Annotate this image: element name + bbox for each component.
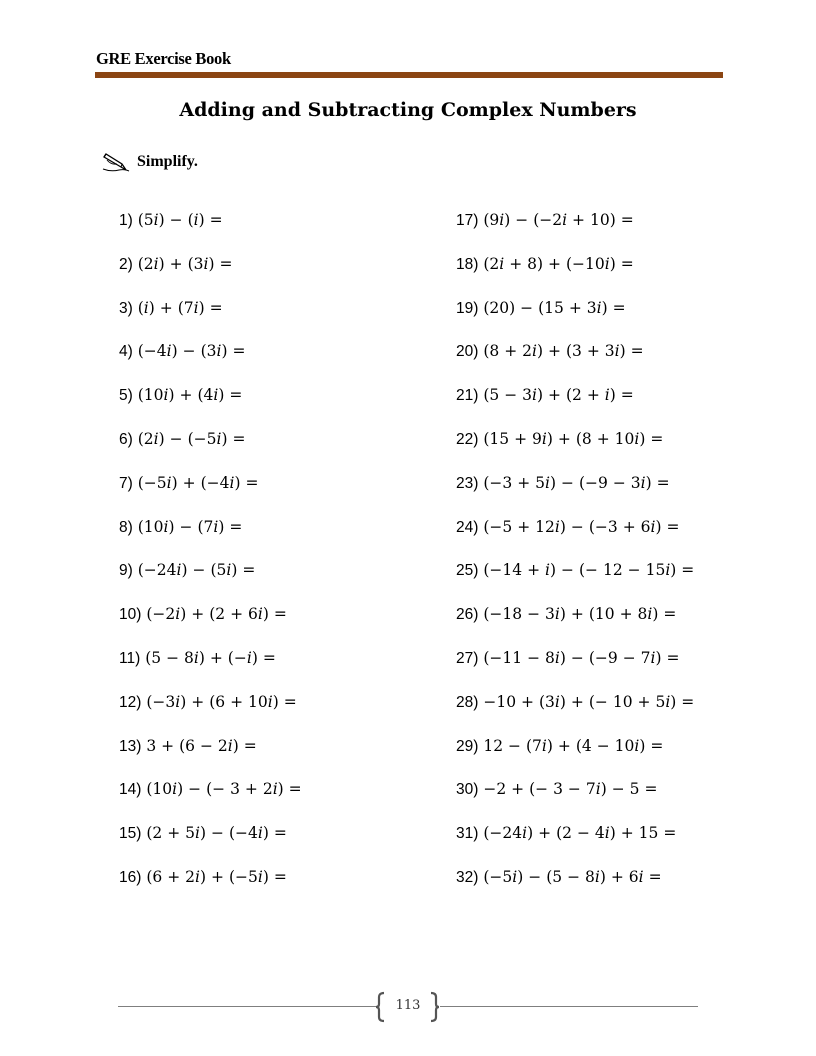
problem-number: 10)	[119, 606, 142, 624]
problem-expression: (20) − (15 + 3i) =	[483, 298, 626, 317]
pencil-icon	[101, 151, 131, 173]
problem-expression: (−11 − 8i) − (−9 − 7i) =	[483, 648, 680, 667]
problem-expression: (5i) − (i) =	[137, 211, 223, 229]
problem-item	[456, 205, 756, 249]
problem-item	[456, 862, 756, 906]
page-title: Adding and Subtracting Complex Numbers	[179, 99, 637, 121]
problem-item	[119, 643, 419, 687]
problem-number: 13)	[119, 737, 142, 755]
problem-expression: (2i) − (−5i) =	[137, 429, 246, 448]
problem-item	[119, 424, 419, 468]
problem-item	[119, 862, 419, 906]
problem-number: 32)	[456, 868, 479, 886]
header-rule	[95, 72, 723, 78]
footer-rule-left	[118, 1006, 376, 1007]
problem-item	[119, 599, 419, 643]
problem-number: 9)	[119, 562, 133, 580]
problem-item	[119, 293, 419, 337]
problem-item	[119, 249, 419, 293]
problem-expression: (2 + 5i) − (−4i) =	[146, 824, 287, 843]
problem-number: 18)	[456, 255, 479, 273]
book-title: GRE Exercise Book	[96, 49, 231, 68]
problem-expression: (5 − 3i) + (2 + i) =	[483, 386, 634, 405]
problem-item	[119, 380, 419, 424]
problem-item	[119, 818, 419, 862]
right-brace-icon	[429, 991, 441, 1023]
problem-number: 23)	[456, 474, 479, 492]
problem-expression: (2i) + (3i) =	[137, 254, 233, 273]
problem-expression: (5 − 8i) + (−i) =	[145, 648, 276, 667]
problem-number: 8)	[119, 518, 133, 536]
problem-number: 15)	[119, 825, 142, 843]
problem-expression: −2 + (− 3 − 7i) − 5 =	[483, 780, 658, 799]
problem-item	[456, 512, 756, 556]
problem-item	[456, 643, 756, 687]
problem-item	[456, 774, 756, 818]
problem-item	[456, 599, 756, 643]
problem-number: 4)	[119, 343, 133, 361]
problem-expression: (−3i) + (6 + 10i) =	[146, 692, 297, 711]
problem-item	[456, 249, 756, 293]
problem-expression: (−18 − 3i) + (10 + 8i) =	[483, 605, 677, 624]
problem-number: 17)	[456, 212, 479, 229]
problem-number: 5)	[119, 387, 133, 405]
problem-expression: (−24i) − (5i) =	[137, 561, 256, 580]
problem-number: 31)	[456, 825, 479, 843]
problem-expression: (−5i) − (5 − 8i) + 6i =	[483, 867, 662, 886]
problem-expression: (−5 + 12i) − (−3 + 6i) =	[483, 517, 680, 536]
problems-right-column	[456, 205, 756, 906]
problem-number: 22)	[456, 430, 479, 448]
problem-number: 25)	[456, 562, 479, 580]
problem-number: 19)	[456, 299, 479, 317]
problem-number: 27)	[456, 649, 479, 667]
problem-expression: (i) + (7i) =	[137, 298, 223, 317]
problem-number: 16)	[119, 868, 142, 886]
problem-expression: 12 − (7i) + (4 − 10i) =	[483, 736, 664, 755]
instruction	[101, 150, 198, 174]
problem-item	[456, 818, 756, 862]
problem-item	[119, 555, 419, 599]
problem-item	[119, 468, 419, 512]
problem-item	[119, 336, 419, 380]
problem-expression: (2i + 8) + (−10i) =	[483, 254, 634, 273]
page-number: 113	[395, 998, 421, 1013]
problem-number: 6)	[119, 430, 133, 448]
problem-expression: (10i) − (7i) =	[137, 517, 243, 536]
problem-number: 12)	[119, 693, 142, 711]
problem-item	[456, 468, 756, 512]
problem-expression: −10 + (3i) + (− 10 + 5i) =	[483, 692, 695, 711]
problem-expression: (15 + 9i) + (8 + 10i) =	[483, 429, 664, 448]
problem-item	[119, 731, 419, 775]
problem-number: 2)	[119, 255, 133, 273]
problem-item	[119, 687, 419, 731]
problem-expression: (9i) − (−2i + 10) =	[483, 211, 634, 229]
problem-item	[456, 687, 756, 731]
problem-expression: (6 + 2i) + (−5i) =	[146, 867, 287, 886]
problem-expression: (−3 + 5i) − (−9 − 3i) =	[483, 473, 670, 492]
problem-expression: 3 + (6 − 2i) =	[146, 736, 257, 755]
problem-number: 20)	[456, 343, 479, 361]
problem-number: 28)	[456, 693, 479, 711]
problem-item	[456, 380, 756, 424]
problem-number: 24)	[456, 518, 479, 536]
problem-item	[119, 774, 419, 818]
footer-rule-right	[440, 1006, 698, 1007]
left-brace-icon	[374, 991, 386, 1023]
problem-expression: (8 + 2i) + (3 + 3i) =	[483, 342, 644, 361]
problem-expression: (10i) + (4i) =	[137, 386, 243, 405]
problem-expression: (−24i) + (2 − 4i) + 15 =	[483, 824, 677, 843]
problem-expression: (−14 + i) − (− 12 − 15i) =	[483, 561, 695, 580]
problem-expression: (−4i) − (3i) =	[137, 342, 246, 361]
problem-number: 11)	[119, 649, 141, 667]
problem-expression: (−2i) + (2 + 6i) =	[146, 605, 287, 624]
problem-item	[456, 555, 756, 599]
problem-item	[119, 205, 419, 249]
problem-item	[456, 731, 756, 775]
problem-number: 30)	[456, 781, 479, 799]
problem-expression: (10i) − (− 3 + 2i) =	[146, 780, 302, 799]
problem-number: 7)	[119, 474, 133, 492]
problem-number: 1)	[119, 212, 133, 229]
problem-expression: (−5i) + (−4i) =	[137, 473, 259, 492]
problem-number: 26)	[456, 606, 479, 624]
problem-item	[456, 336, 756, 380]
problem-number: 21)	[456, 387, 479, 405]
problem-number: 3)	[119, 299, 133, 317]
problem-item	[456, 424, 756, 468]
problem-number: 14)	[119, 781, 142, 799]
problem-item	[456, 293, 756, 337]
instruction-text: Simplify.	[137, 153, 198, 170]
problem-number: 29)	[456, 737, 479, 755]
problems-left-column	[119, 205, 419, 906]
problem-item	[119, 512, 419, 556]
